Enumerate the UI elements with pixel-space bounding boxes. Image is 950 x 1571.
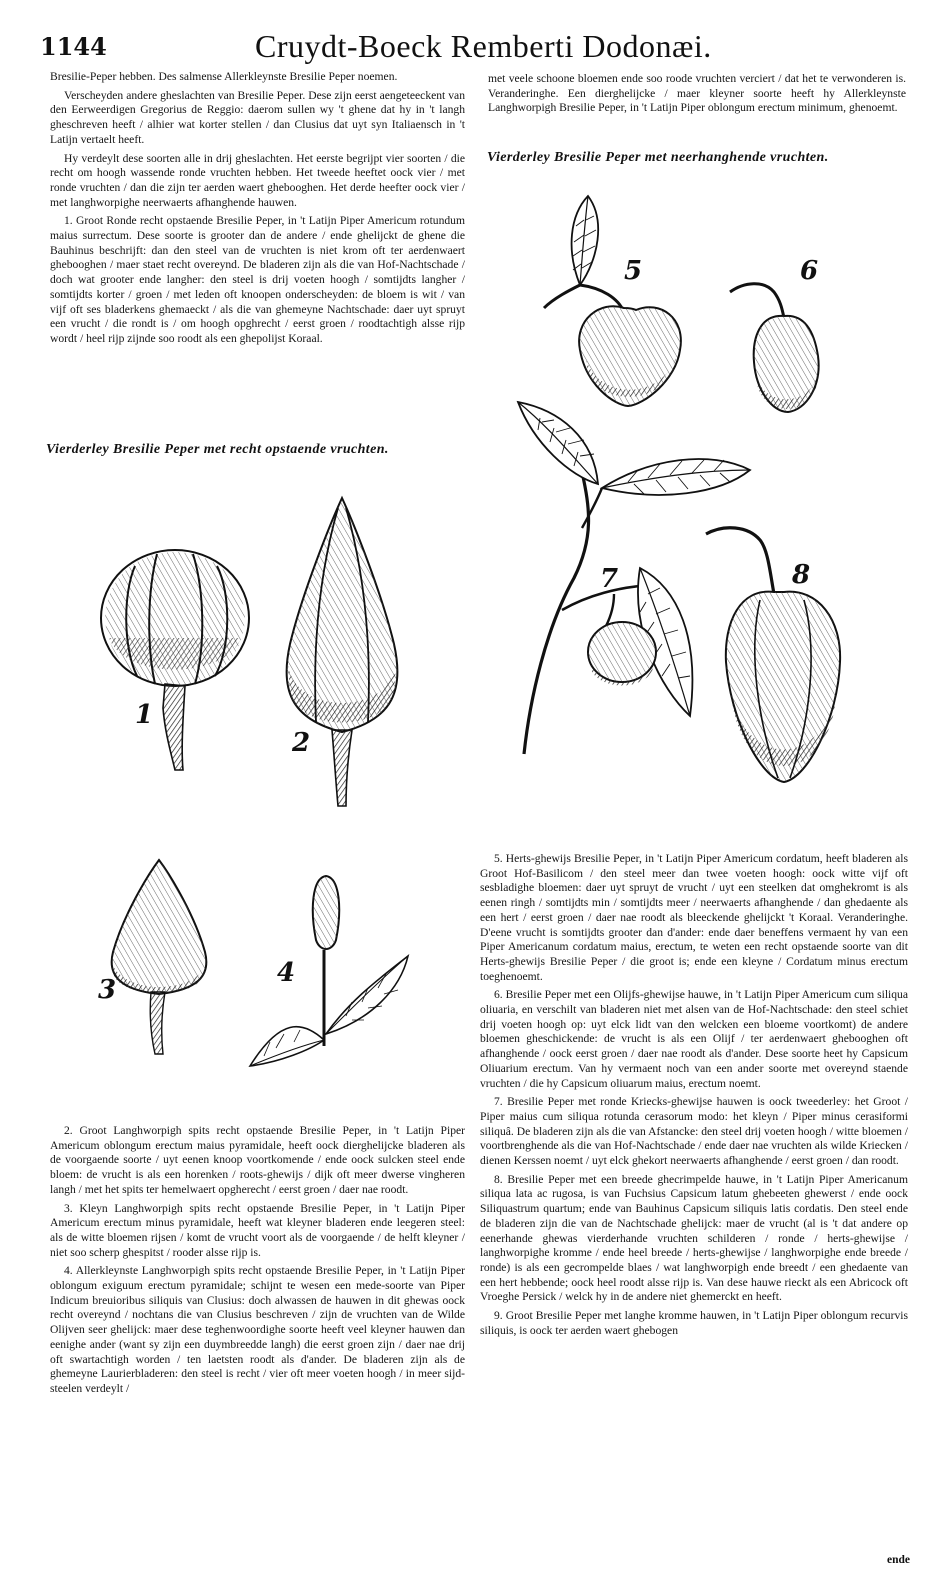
figure-pepper-3 [105, 856, 215, 1060]
paragraph: 8. Bresilie Peper met een breede ghecrimpelde hauwe, in 't Latijn Piper Americanum siliqua lata ac rugosa, is van Fuchsius Capsicum latum ghebeeten ghewerst / ende oock Siliquastrum quartum; ende van Bauhinus Capsicum siliquis latis cordatis. Den steel ende de bladeren zijn die van de Nachtschade ghelijck: maer de vrucht (al is 't dat andere op eenerhande ghewas vierderhande vruchten schilderen / ronde / herts-ghewijse / langhworpighe kromme / ende heel breede / herts-ghewijse / langhworpighe ende breede / ronde) is als een gecrompelde blaes / wat langhworpigh ende breedt / een ghedaente van een hert hebbende; oock heel roodt alsse rijp is. Van dese hauwe rieckt als een Abricock oft Vroeghe Persick / welck hy in de andere niet ghemerckt en heeft. [480, 1172, 908, 1304]
figure-number-5: 5 [624, 256, 643, 286]
right-column-bottom [480, 852, 908, 1339]
paragraph: 1. Groot Ronde recht opstaende Bresilie Peper, in 't Latijn Piper Americum rotundum maius surrectum. Dese soorte is grooter dan de andere / ende ghelijckt de ghene die Bauhinus beschrijft: dan den steel van de vruchten is niet krom oft ter aerdenwaert ghebooghen / maer staet recht overeynd. De bladeren zijn als die van Hof-Nachtschade / doch wat grooter ende langher: den steel is drij voeten hoogh / somtijdts langher / somtijdts korter / groen / met leden oft knoopen onderscheyden: de bloem is wit / van vijf oft ses bladerkens ghemaeckt / als die van ghemeyne Nachtschade: daer uyt spruyt een vrucht / die rondt is / om hoogh opghrecht / eerst groen / roodtachtigh alsse rijp wordt / heel rijp zijnde soo roodt als een ghepolijst Koraal. [50, 214, 465, 345]
left-column-bottom [50, 1124, 465, 1397]
caption-hanging-peppers: Vierderley Bresilie Peper met neerhanghende vruchten. [487, 150, 829, 165]
figure-number-4: 4 [277, 958, 296, 988]
paragraph: 4. Allerkleynste Langhworpigh spits recht opstaende Bresilie Peper, in 't Latijn Piper oblongum exiguum erectum pyramidale; schijnt te wesen een mede-soorte van Piper Indicum breuioribus siliquis van Clusius: doch alwassen de hauwen in dit ghewas oock recht overeynd / nochtans die van Clusius beschreven / zijn de vruchten van de Wilde Olijven seer ghelijck: maer dese teghenwoordighe soorte heeft veel kleyner hauwen dan eenighe ander (want sy zijn een duymbreedde langh) die eerst groen zijn / daer nae drij oft swartachtigh worden / ten laetsten roodt als d'ander. De bladeren zijn als de ghemeyne Laurierbladeren: den steel is recht / vier oft meer voeten hoogh / in meer sijd-steelen verdeylt / [50, 1264, 465, 1395]
figure-number-8: 8 [792, 560, 811, 590]
running-title: Cruydt-Boeck Remberti Dodonæi. [255, 28, 712, 64]
paragraph: Verscheyden andere gheslachten van Bresilie Peper. Dese zijn eerst aengeteeckent van den Eerweerdigen Gregorius de Reggio: daerom sullen wy 't ghene dat hy in 't langh gheschreven heeft / alhier wat korter stellen / dan Clusius dat uyt syn Italiaensch in 't Latijn vertaelt heeft. [50, 88, 465, 146]
figure-number-2: 2 [292, 728, 311, 758]
figure-pepper-6 [726, 278, 826, 418]
paragraph: 7. Bresilie Peper met ronde Kriecks-ghewijse hauwen is oock tweederley: het Groot / Piper maius cum siliqua rotunda cerasorum modo: het kleyn / Piper minus cerasiformi siliquâ. De bladeren zijn als die van Afstancke: den steel drij voeten hoogh / witte bloemen / voortbrenghende als die van Hof-Nachtschade / ende daer nae vruchten als wilde Kriecken / dienen Kerssen noemt / uyt elck ghekort neerwaerts afhanghende / eerst groen / dan roodt. [480, 1095, 908, 1168]
figure-number-7: 7 [600, 564, 619, 594]
left-column-top [50, 70, 465, 347]
paragraph: 3. Kleyn Langhworpigh spits recht opstaende Bresilie Peper, in 't Latijn Piper Americum erectum minus pyramidale, heeft wat kleyner bladeren ende leegeren steel: als de witte bloemen rijsen / komt de vrucht voort als de voorgaende / de helft kleyner / niet soo scherp ghespitst / rooder alsse rijp is. [50, 1201, 465, 1259]
right-column-top [488, 72, 906, 116]
figure-pepper-5 [540, 190, 690, 410]
paragraph: 2. Groot Langhworpigh spits recht opstaende Bresilie Peper, in 't Latijn Piper Americum oblongum erectum maius pyramidale, heeft oock dierghelijcke bladeren als de voorgaende soorte / uyt eenen knoop voortkomende / ende oock sulcken steel ende bloem: de vrucht is als een horenken / roots-ghewijs / dijk oft meer dwerse vingheren langh / met het spits ter hemelwaert opgherecht / eerst groen / daer nae roodt. [50, 1124, 465, 1196]
figure-number-3: 3 [98, 975, 117, 1005]
figure-pepper-1 [95, 548, 265, 780]
figure-number-6: 6 [800, 256, 819, 286]
paragraph: Bresilie-Peper hebben. Des salmense Allerkleynste Bresilie Peper noemen. [50, 70, 398, 83]
paragraph: met veele schoone bloemen ende soo roode vruchten verciert / dat het te verwonderen is. Veranderinghe. Een dierghelijcke / maer kleyner soorte heeft hy Allerkleynste Langhworpigh Bresilie Peper, in 't Latijn Piper oblongum erectum minimum, ghenoemt. [488, 72, 906, 115]
figure-pepper-8 [700, 522, 850, 788]
caption-upright-peppers: Vierderley Bresilie Peper met recht opstaende vruchten. [46, 442, 389, 457]
paragraph: 9. Groot Bresilie Peper met langhe kromme hauwen, in 't Latijn Piper oblongum recurvis siliquis, is oock ter aerden waert ghebogen [480, 1309, 908, 1337]
figure-pepper-4 [240, 870, 412, 1070]
page-number: 1144 [40, 32, 107, 61]
paragraph: 6. Bresilie Peper met een Olijfs-ghewijse hauwe, in 't Latijn Piper Americum cum siliqua oliuaria, en verschilt van bladeren niet met alsen van de Hof-Nachtschade: den steel schiet drij voeten hoogh op: uyt elck lidt van den welcken een bloeme voortkomt) de andere bloemen gheschickende: de vrucht is als een Olijf / ter aerdenwaert ghebooghen oft afhanghende / oock eerst groen / daer nae roodt als d'ander. Dese soorte heet hy Capsicum Oliuarium erectum. Van hy vermaent noch van een ander soorte met overeynd staende vruchten / die hy Capsicum oliuarum maius, erectum noemt. [480, 988, 908, 1090]
figure-pepper-2 [272, 494, 412, 810]
figure-number-1: 1 [135, 700, 154, 730]
paragraph: Hy verdeylt dese soorten alle in drij gheslachten. Het eerste begrijpt vier soorten / die recht om hoogh wassende ronde vruchten hebben. Het tweede heeftet oock vier / met ronde vruchten / dan die zijn ter aerden waert ghebooghen. Het derde heefter oock vier / met langhworpighe neerwaerts afhanghende hauwen. [50, 151, 465, 209]
paragraph: 5. Herts-ghewijs Bresilie Peper, in 't Latijn Piper Americum cordatum, heeft bladeren als Groot Hof-Basilicom / den steel meer dan twee voeten hoogh: oock witte vijf oft sesbladighe bloemen: daer uyt spruyt de vrucht / uyt een steelken dat omghekromt is als eenen ringh / somtijdts min / somtijdts meer / neerwaerts afhanghende / dan ghedaente als een hert / eerst groen / daer nae roodt als bleeckende ghelijckt 't Koraal. Veranderinghe. D'eene vrucht is somtijdts grooter dan d'ander: ende daer beneffens vermaent hy van een Piper Americanum cordatum maius, erectum, te weten een recht opstaende soorte van dit Herts-ghewijs Bresilie Peper / die groot is; ende een kleyne / Cordatum minus erectum toeghenoemt. [480, 852, 908, 983]
catchword: ende [887, 1554, 910, 1566]
